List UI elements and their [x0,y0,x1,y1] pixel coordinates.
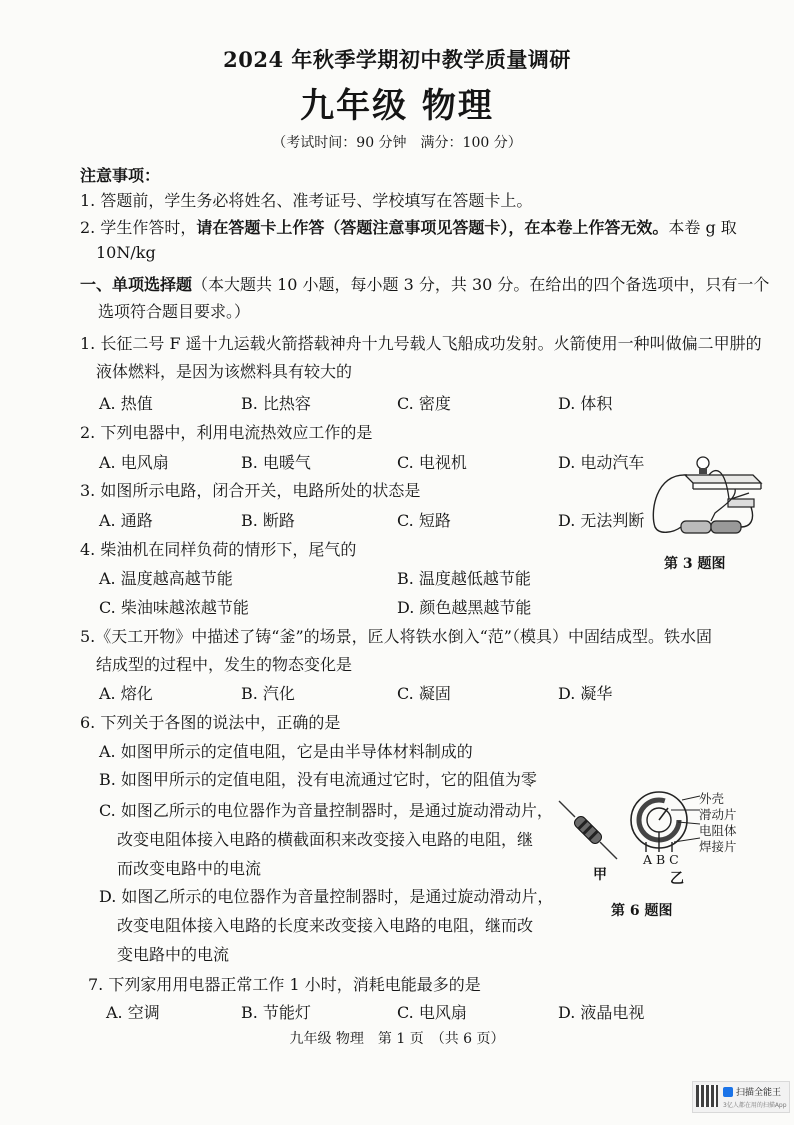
q5-option-d: D. 凝华 [558,684,613,703]
q7-stem: 7. 下列家用用电器正常工作 1 小时，消耗电能最多的是 [88,975,481,994]
section1-heading-bold: 一、单项选择题 [80,275,193,294]
q2-stem: 2. 下列电器中，利用电流热效应工作的是 [80,423,373,442]
q1-option-c: C. 密度 [397,394,451,413]
q2-option-a: A. 电风扇 [99,453,169,472]
q1-stem-line1: 1. 长征二号 F 遥十九运载火箭搭载神舟十九号载人飞船成功发射。火箭使用一种叫做偏二甲肼的 [80,334,762,353]
scanner-watermark-subtext: 3亿人都在用的扫描App [723,1102,787,1109]
q2-option-b: B. 电暖气 [241,453,311,472]
q4-option-b: B. 温度越低越节能 [397,569,531,588]
q4-option-a: A. 温度越高越节能 [99,569,233,588]
section1-heading-rest: （本大题共 10 小题，每小题 3 分，共 30 分。在给出的四个备选项中，只有一个 [192,275,770,294]
q5-stem-line1: 5.《天工开物》中描述了铸“釜”的场景，匠人将铁水倒入“范”（模具）中固结成型。铁水固 [80,627,712,646]
q6-option-d-line2: 改变电阻体接入电路的长度来改变接入电路的电阻，继而改 [117,916,534,935]
q4-stem: 4. 柴油机在同样负荷的情形下，尾气的 [80,540,357,559]
q2-option-d: D. 电动汽车 [558,453,645,472]
section1-heading [80,272,769,295]
q3-option-d: D. 无法判断 [558,511,645,530]
q3-option-c: C. 短路 [397,511,451,530]
notes-item-2-prefix: 2. 学生作答时， [80,218,197,237]
q6-resistor-figure [555,795,621,863]
exam-info: （考试时间：90 分钟 满分：100 分） [272,135,522,151]
notes-item-2 [80,215,737,238]
section1-heading-line2: 选项符合题目要求。） [98,302,251,321]
notes-item-1: 1. 答题前，学生务必将姓名、准考证号、学校填写在答题卡上。 [80,191,533,210]
q6-figure-caption: 第 6 题图 [611,903,673,919]
q1-stem-line2: 液体燃料，是因为该燃料具有较大的 [96,362,353,381]
q5-option-c: C. 凝固 [397,684,451,703]
q3-option-a: A. 通路 [99,511,153,530]
q6-figure-jia-label: 甲 [593,867,607,883]
q2-option-c: C. 电视机 [397,453,467,472]
q6-option-b: B. 如图甲所示的定值电阻，没有电流通过它时，它的阻值为零 [99,770,537,789]
q6-label-abc: A B C [643,852,679,867]
q3-circuit-figure [645,453,765,553]
q6-label-slider: 滑动片 [699,807,737,822]
q5-option-b: B. 汽化 [241,684,295,703]
q7-option-a: A. 空调 [106,1003,160,1022]
q6-option-c-line3: 而改变电路中的电流 [117,859,262,878]
q7-option-b: B. 节能灯 [241,1003,311,1022]
q6-figure-yi-label: 乙 [670,871,684,887]
scanner-watermark-text: 扫描全能王 [736,1088,782,1098]
q1-option-b: B. 比热容 [241,394,311,413]
scanner-watermark [692,1081,790,1113]
q6-option-d-line1: D. 如图乙所示的电位器作为音量控制器时，是通过旋动滑动片， [99,887,554,906]
q3-figure-caption: 第 3 题图 [664,556,726,572]
q6-label-solder-tab: 焊接片 [699,839,737,854]
q7-option-d: D. 液晶电视 [558,1003,645,1022]
q6-label-shell: 外壳 [699,791,725,806]
q6-option-c-line1: C. 如图乙所示的电位器作为音量控制器时，是通过旋动滑动片， [99,801,553,820]
q6-option-c-line2: 改变电阻体接入电路的横截面积来改变接入电路的电阻，继 [117,830,534,849]
q3-option-b: B. 断路 [241,511,295,530]
q5-stem-line2: 结成型的过程中，发生的物态变化是 [96,655,353,674]
scanner-logo-icon [723,1087,733,1097]
q5-option-a: A. 熔化 [99,684,153,703]
notes-heading: 注意事项： [80,166,161,185]
q6-stem: 6. 下列关于各图的说法中，正确的是 [80,713,341,732]
exam-title-line1: 2024 年秋季学期初中教学质量调研 [223,47,571,72]
q6-option-a: A. 如图甲所示的定值电阻，它是由半导体材料制成的 [99,742,473,761]
notes-item-2-line2: 10N/kg [96,243,156,262]
q4-option-c: C. 柴油味越浓越节能 [99,598,249,617]
q6-option-d-line3: 变电路中的电流 [117,945,230,964]
q6-label-resistor-body: 电阻体 [699,823,737,838]
notes-item-2-bold: 请在答题卡上作答（答题注意事项见答题卡），在本卷上作答无效。 [196,218,669,237]
exam-title-subject: 九年级 物理 [300,86,494,126]
q1-option-a: A. 热值 [99,394,153,413]
q4-option-d: D. 颜色越黑越节能 [397,598,532,617]
q1-option-d: D. 体积 [558,394,613,413]
q6-potentiometer-figure [626,790,702,854]
q3-stem: 3. 如图所示电路，闭合开关，电路所处的状态是 [80,481,421,500]
qr-code-icon [696,1085,718,1107]
page-footer: 九年级 物理 第 1 页 （共 6 页） [289,1031,505,1047]
notes-item-2-suffix: 本卷 g 取 [668,218,737,237]
q7-option-c: C. 电风扇 [397,1003,467,1022]
